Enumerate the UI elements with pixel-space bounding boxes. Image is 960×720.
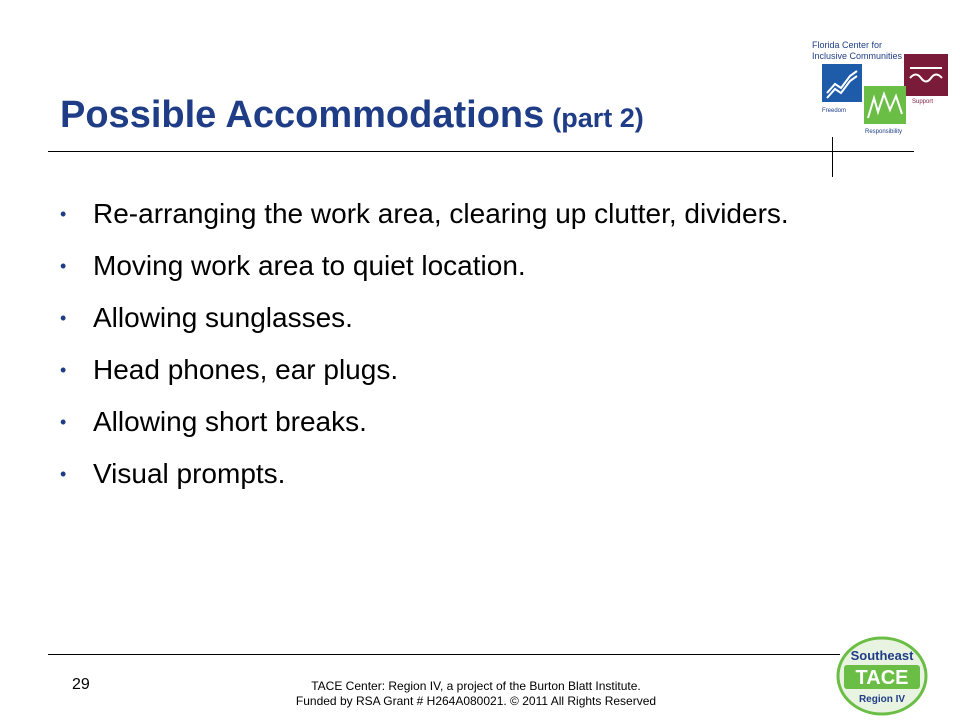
footer-line-1: TACE Center: Region IV, a project of the Burton Blatt Institute. bbox=[311, 679, 641, 693]
bullet-item bbox=[60, 195, 860, 233]
fcic-logo-line1: Florida Center for bbox=[812, 40, 883, 50]
tace-logo-top: Southeast bbox=[850, 648, 914, 663]
support-block bbox=[904, 54, 948, 96]
bullet-item bbox=[60, 247, 860, 285]
footer-divider bbox=[48, 654, 840, 655]
bullet-dot-icon: • bbox=[60, 204, 67, 224]
bullet-text: Visual prompts. bbox=[93, 458, 286, 489]
bullet-text: Moving work area to quiet location. bbox=[93, 250, 526, 281]
support-label: Support bbox=[912, 99, 934, 105]
fcic-logo-line2: Inclusive Communities bbox=[812, 51, 903, 61]
bullet-text: Re-arranging the work area, clearing up clutter, dividers. bbox=[93, 198, 789, 229]
footer-line-2: Funded by RSA Grant # H264A080021. © 2011 All Rights Reserved bbox=[295, 694, 657, 708]
bullet-item bbox=[60, 351, 860, 389]
freedom-label: Freedom bbox=[822, 108, 847, 114]
tace-logo-middle: TACE bbox=[855, 667, 909, 689]
tace-logo bbox=[836, 636, 928, 716]
tace-logo-bottom: Region IV bbox=[858, 694, 906, 705]
title-divider-tick bbox=[832, 137, 833, 177]
page-number: 29 bbox=[72, 676, 90, 693]
footer-text bbox=[268, 679, 684, 709]
bullet-dot-icon: • bbox=[60, 256, 67, 276]
title-sub: (part 2) bbox=[552, 103, 644, 133]
bullet-list bbox=[60, 195, 860, 507]
bullet-dot-icon: • bbox=[60, 360, 67, 380]
bullet-text: Head phones, ear plugs. bbox=[93, 354, 399, 385]
bullet-dot-icon: • bbox=[60, 308, 67, 328]
bullet-item bbox=[60, 403, 860, 441]
fcic-logo bbox=[808, 38, 954, 138]
responsibility-label: Responsibility bbox=[865, 129, 903, 135]
bullet-item bbox=[60, 455, 860, 493]
bullet-item bbox=[60, 299, 860, 337]
title-divider bbox=[48, 151, 914, 152]
bullet-text: Allowing sunglasses. bbox=[93, 302, 353, 333]
bullet-dot-icon: • bbox=[60, 412, 67, 432]
title-main: Possible Accommodations bbox=[60, 94, 545, 136]
bullet-dot-icon: • bbox=[60, 464, 67, 484]
bullet-text: Allowing short breaks. bbox=[93, 406, 367, 437]
slide-title bbox=[60, 94, 644, 137]
